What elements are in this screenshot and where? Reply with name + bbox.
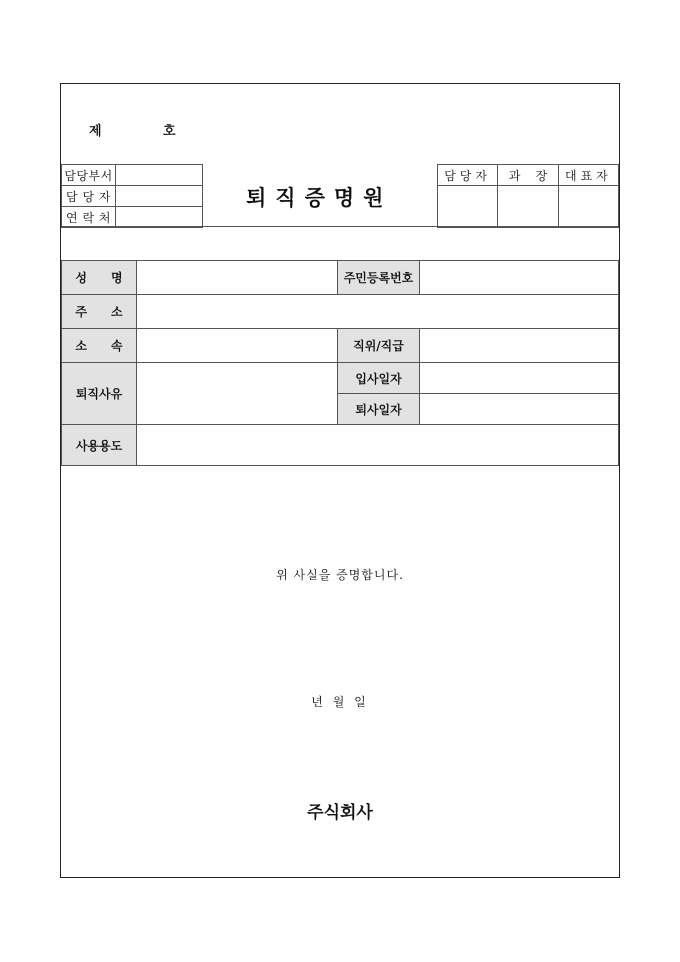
reason-field[interactable]	[137, 363, 338, 425]
resident-no-label: 주민등록번호	[338, 261, 420, 295]
department-field[interactable]	[116, 165, 203, 186]
approval-table	[437, 164, 619, 228]
address-label: 주 소	[62, 295, 137, 329]
approval-header: 담당자	[438, 165, 498, 186]
info-label: 연 락 처	[62, 207, 116, 228]
signature-box-ceo[interactable]	[558, 186, 618, 228]
date-line: 년 월 일	[311, 695, 369, 709]
leave-date-label: 퇴사일자	[338, 394, 420, 425]
contact-field[interactable]	[116, 207, 203, 228]
reason-label: 퇴직사유	[62, 363, 137, 425]
info-label: 담당부서	[62, 165, 116, 186]
resident-no-field[interactable]	[420, 261, 619, 295]
signature-box-manager[interactable]	[498, 186, 559, 228]
info-row	[62, 186, 203, 207]
position-field[interactable]	[420, 329, 619, 363]
dept-field[interactable]	[137, 329, 338, 363]
approval-header: 대표자	[558, 165, 618, 186]
dept-label: 소 속	[62, 329, 137, 363]
company-name: 주식회사	[307, 803, 373, 823]
contact-info-table	[61, 164, 203, 228]
join-date-label: 입사일자	[338, 363, 420, 394]
doc-number-prefix: 제	[89, 124, 102, 139]
certificate-form	[60, 83, 620, 878]
document-title: 퇴직증명원	[246, 186, 393, 210]
approval-header: 과 장	[498, 165, 559, 186]
divider	[61, 226, 619, 227]
purpose-label: 사용용도	[62, 425, 137, 466]
certification-statement: 위 사실을 증명합니다.	[276, 568, 404, 582]
info-row	[62, 165, 203, 186]
address-field[interactable]	[137, 295, 619, 329]
manager-field[interactable]	[116, 186, 203, 207]
purpose-field[interactable]	[137, 425, 619, 466]
doc-number-suffix: 호	[163, 124, 176, 139]
leave-date-field[interactable]	[420, 394, 619, 425]
info-label: 담 당 자	[62, 186, 116, 207]
join-date-field[interactable]	[420, 363, 619, 394]
info-row	[62, 207, 203, 228]
position-label: 직위/직급	[338, 329, 420, 363]
name-label: 성 명	[62, 261, 137, 295]
employee-info-table	[61, 260, 619, 466]
name-field[interactable]	[137, 261, 338, 295]
signature-box-staff[interactable]	[438, 186, 498, 228]
